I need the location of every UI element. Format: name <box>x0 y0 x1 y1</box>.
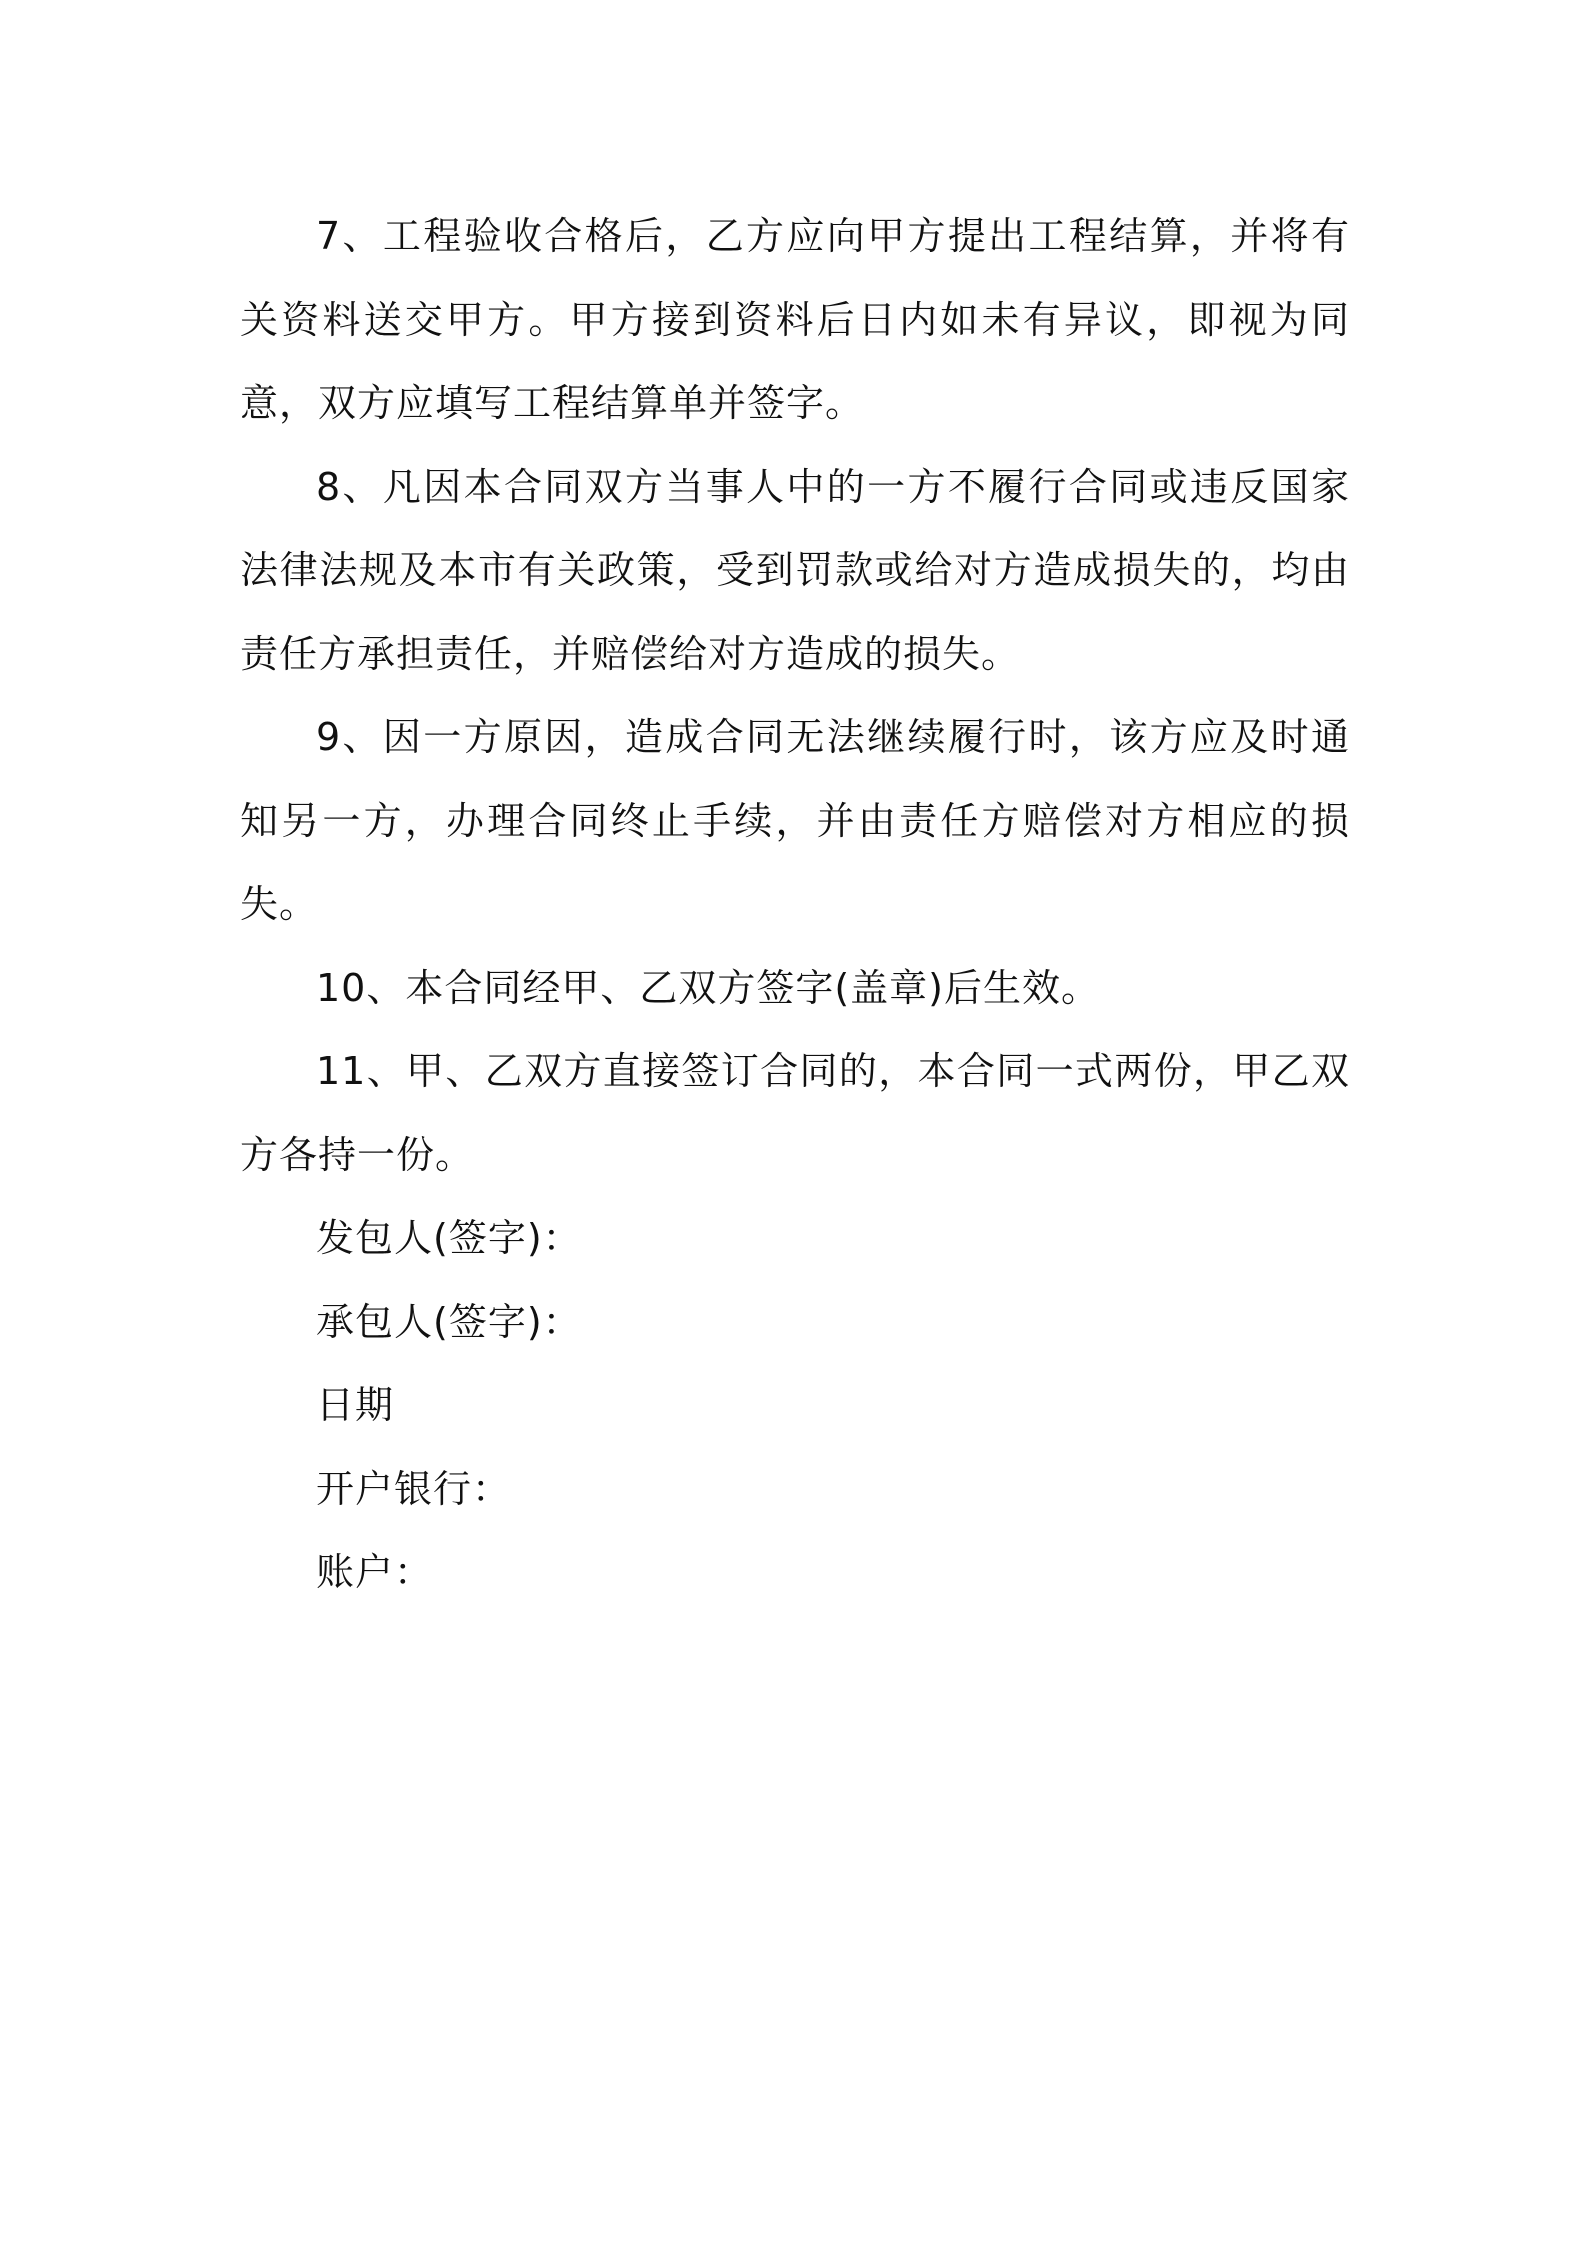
bank-label: 开户银行： <box>316 1466 512 1511</box>
clause-11: 11、甲、乙双方直接签订合同的，本合同一式两份，甲乙双方各持一份。 <box>240 1049 1350 1177</box>
signature-block <box>240 1197 1350 1615</box>
account-label: 账户： <box>316 1550 434 1594</box>
clause-8: 8、凡因本合同双方当事人中的一方不履行合同或违反国家法律法规及本市有关政策，受到罚款或给对方造成损失的，均由责任方承担责任，并赔偿给对方造成的损失。 <box>240 464 1350 676</box>
date-label: 日期 <box>316 1383 395 1427</box>
document-body <box>240 195 1350 1615</box>
clause-10: 10、本合同经甲、乙双方签字(盖章)后生效。 <box>316 965 1101 1010</box>
contractor-signature-label: 承包人(签字)： <box>316 1299 582 1344</box>
clause-7: 7、工程验收合格后，乙方应向甲方提出工程结算，并将有关资料送交甲方。甲方接到资料后日内如未有异议，即视为同意，双方应填写工程结算单并签字。 <box>240 214 1350 425</box>
employer-signature-label: 发包人(签字)： <box>316 1216 582 1260</box>
clause-9: 9、因一方原因，造成合同无法继续履行时，该方应及时通知另一方，办理合同终止手续，并由责任方赔偿对方相应的损失。 <box>240 715 1350 926</box>
